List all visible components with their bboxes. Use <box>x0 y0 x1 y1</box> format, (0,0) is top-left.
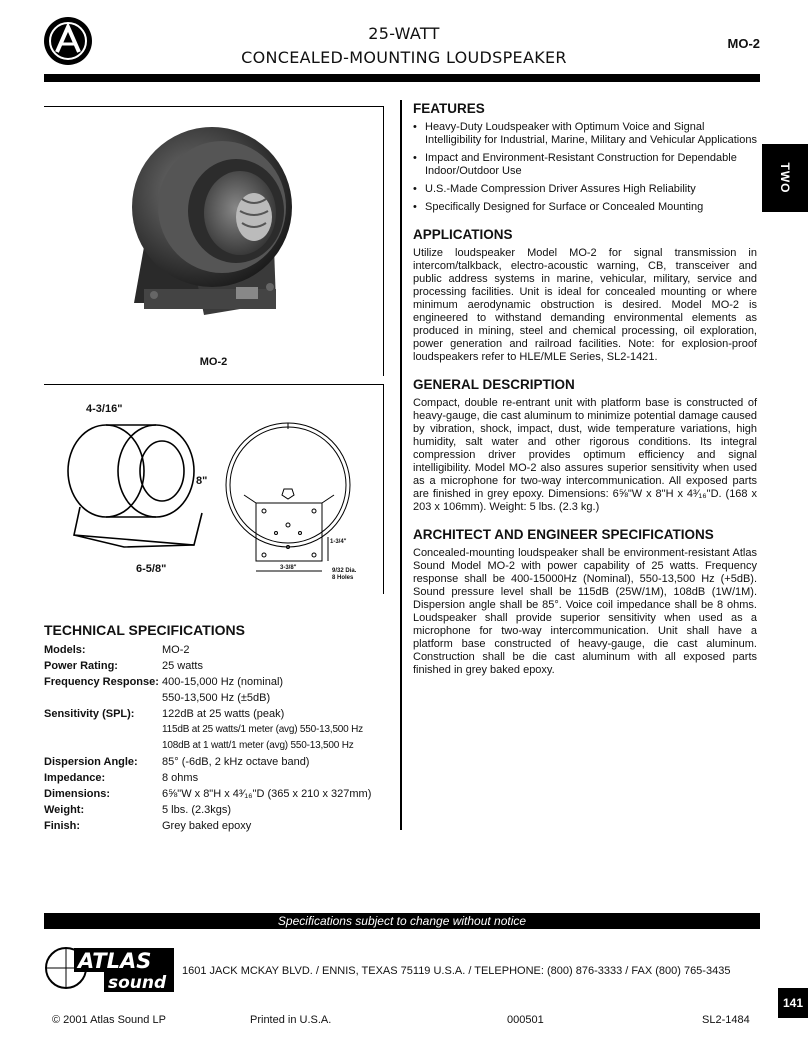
right-column <box>413 102 757 691</box>
applications-title: APPLICATIONS <box>413 227 513 242</box>
architect-specs-text: Concealed-mounting loudspeaker shall be environment-resistant Atlas Sound Model MO-2 with power capability of 25 watts. Frequency response shall be 400-15000Hz (Nominal), 550-13,500 Hz (+5dB). Sound pressure level shall be 115dB (25W/1M), 108dB (1W/1M). Dispersion angle shall be 85°. Voice coil impedance shall be 8 ohms. Loudspeaker shall provide superior sensitivity when used as a microphone for two-way intercommunication. Unit shall have a platform base constructed of heavy-gauge, die cast aluminum. Construction shall be die cast aluminum with all exposed parts finished in grey baked epoxy. <box>413 547 757 676</box>
atlas-logo-icon <box>44 17 92 65</box>
document-code: SL2-1484 <box>702 1014 750 1026</box>
side-dimension: 1-3/4" <box>330 539 347 545</box>
atlas-sound-logo <box>44 936 180 1000</box>
section-tab <box>762 144 808 212</box>
table-row: Models: MO-2 <box>44 644 190 656</box>
copyright: © 2001 Atlas Sound LP <box>52 1014 166 1026</box>
table-row: Sensitivity (SPL): 122dB at 25 watts (peak) <box>44 708 285 720</box>
height-dimension: 8" <box>196 475 208 487</box>
applications-text: Utilize loudspeaker Model MO-2 for signal transmission in intercom/talkback, electro-acoustic warning, CB, transceiver and public address systems in marine, vehicular, military, service and processing facilities. Unit is ideal for concealed mounting or where minimum aerodynamic obstruction is desired. Model MO-2 is engineered to withstand demanding environmental elements as produced in mining, steel and chemical processing, oil exploration, power generation and railroad facilities. Note: for explosion-proof loudspeakers refer to HLE/MLE Series, SL2-1421. <box>413 247 757 363</box>
loudspeaker-photo <box>44 107 384 357</box>
table-row: 108dB at 1 watt/1 meter (avg) 550-13,500 Hz <box>162 740 354 751</box>
photo-caption: MO-2 <box>199 356 228 368</box>
list-item: • Heavy-Duty Loudspeaker with Optimum Voice and Signal Intelligibility for Industrial, Marine, Military and Vehicular Applications <box>413 121 757 147</box>
list-item: • Impact and Environment-Resistant Construction for Dependable Indoor/Outdoor Use <box>413 152 757 178</box>
printed-in: Printed in U.S.A. <box>250 1014 332 1026</box>
table-row: Frequency Response: 400-15,000 Hz (nominal) <box>44 676 284 688</box>
header-rule <box>44 74 760 82</box>
bottom-dimension: 3-3/8" <box>280 565 297 571</box>
page-number: 141 <box>778 988 808 1018</box>
general-description-text: Compact, double re-entrant unit with platform base is constructed of heavy-gauge, die cast aluminum to minimize potential damage caused by vibration, shock, impact, dust, wide temperature variations, high humidity, salt water and other rigorous conditions. Its integral compression driver provides optimum efficiency and signal intelligibility. Model MO-2 also assures superior sensitivity when used as a microphone for two-way intercommunication. All exposed parts are finished in grey epoxy. Dimensions: 6⅝"W x 8"H x 4³⁄₁₆"D. (168 x 203 x 106mm). Weight: 5 lbs. (2.3 kg.) <box>413 397 757 513</box>
holes-dimension: 9/32 Dia. 8 Holes <box>332 568 357 582</box>
list-item: • Specifically Designed for Surface or Concealed Mounting <box>413 201 757 214</box>
tech-specs-title: TECHNICAL SPECIFICATIONS <box>44 622 245 638</box>
table-row: 115dB at 25 watts/1 meter (avg) 550-13,500 Hz <box>162 724 363 735</box>
model-code: MO-2 <box>727 36 760 51</box>
table-row: 550-13,500 Hz (±5dB) <box>162 692 271 704</box>
table-row: Power Rating: 25 watts <box>44 660 203 672</box>
list-item: • U.S.-Made Compression Driver Assures High Reliability <box>413 183 757 196</box>
table-row: Finish: Grey baked epoxy <box>44 820 252 832</box>
svg-text:sound: sound <box>108 973 167 993</box>
table-row: Dispersion Angle: 85° (-6dB, 2 kHz octave band) <box>44 756 310 768</box>
dimension-drawing-panel <box>44 384 384 594</box>
column-divider <box>400 100 402 830</box>
date-code: 000501 <box>507 1014 544 1026</box>
architect-specs-title: ARCHITECT AND ENGINEER SPECIFICATIONS <box>413 527 714 542</box>
table-row: Dimensions: 6⅝"W x 8"H x 4³⁄₁₆"D (365 x 210 x 327mm) <box>44 788 372 800</box>
page-title-line1: 25-WATT <box>368 24 440 43</box>
svg-text:ATLAS: ATLAS <box>78 949 152 973</box>
table-row: Impedance: 8 ohms <box>44 772 199 784</box>
product-photo-panel <box>44 106 384 376</box>
company-address: 1601 JACK MCKAY BLVD. / ENNIS, TEXAS 75119 U.S.A. / TELEPHONE: (800) 876-3333 / FAX (800) 765-3435 <box>182 965 731 977</box>
dimension-drawing <box>44 385 384 595</box>
features-list <box>413 121 757 214</box>
page-title-line2: CONCEALED-MOUNTING LOUDSPEAKER <box>241 48 567 67</box>
notice-bar: Specifications subject to change without notice <box>44 913 760 929</box>
table-row: Weight: 5 lbs. (2.3kgs) <box>44 804 232 816</box>
tech-specs-table <box>44 644 394 836</box>
section-tab-label: TWO <box>778 162 792 194</box>
features-title: FEATURES <box>413 101 485 116</box>
depth-dimension: 4-3/16" <box>86 403 123 415</box>
width-dimension: 6-5/8" <box>136 563 167 575</box>
general-description-title: GENERAL DESCRIPTION <box>413 377 575 392</box>
